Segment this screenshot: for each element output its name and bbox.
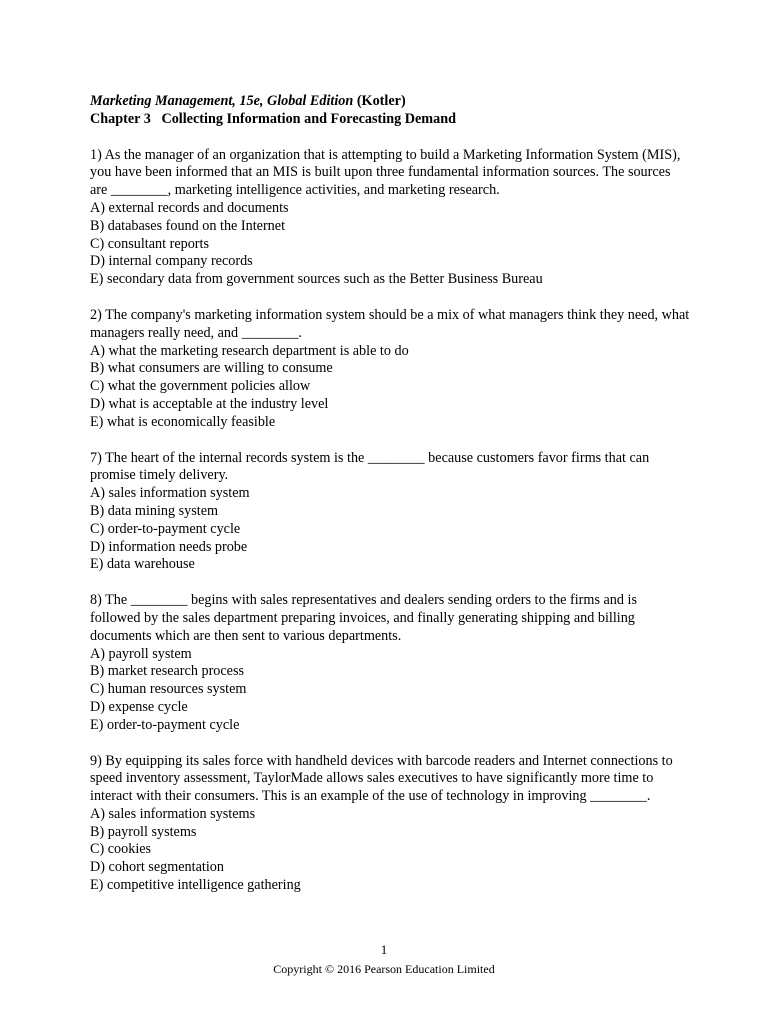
option-b: B) payroll systems xyxy=(90,823,197,840)
chapter-title: Chapter 3 Collecting Information and Forecasting Demand xyxy=(90,110,456,127)
option-e: E) data warehouse xyxy=(90,556,195,573)
question-stem: 8) The ________ begins with sales representatives and dealers sending orders to the firms and is followed by the sales department preparing invoices, and finally generating shipping and billing documents which are then sent to various departments. xyxy=(90,592,638,644)
question-stem: 9) By equipping its sales force with handheld devices with barcode readers and Internet connections to speed inventory assessment, TaylorMade allows sales executives to have significantly more time to interact with their consumers. This is an example of the use of technology in improving ________. xyxy=(90,752,673,805)
option-a: A) what the marketing research department is able to do xyxy=(90,342,409,359)
option-e: E) competitive intelligence gathering xyxy=(90,877,301,894)
book-author: (Kotler) xyxy=(353,93,406,109)
option-b: B) market research process xyxy=(90,663,245,680)
option-b: B) what consumers are willing to consume xyxy=(90,360,333,377)
question-9 xyxy=(90,753,690,895)
question-stem: 1) As the manager of an organization that is attempting to build a Marketing Information System (MIS), you have been informed that an MIS is built upon three fundamental information sources. The sources are ________, marketing intelligence activities, and marketing research. xyxy=(90,146,681,199)
book-title-name: Marketing Management, 15e, Global Edition xyxy=(90,93,354,109)
option-e: E) what is economically feasible xyxy=(90,413,276,430)
option-a: A) payroll system xyxy=(90,645,192,662)
option-e: E) order-to-payment cycle xyxy=(90,716,240,733)
copyright-notice: Copyright © 2016 Pearson Education Limited xyxy=(273,962,495,976)
option-e: E) secondary data from government sources such as the Better Business Bureau xyxy=(90,271,543,288)
page-content xyxy=(90,93,690,913)
question-stem: 2) The company's marketing information system should be a mix of what managers think they need, what managers really need, and ________. xyxy=(90,306,690,341)
option-a: A) sales information system xyxy=(90,485,250,502)
question-7 xyxy=(90,450,690,575)
option-a: A) sales information systems xyxy=(90,805,256,822)
question-8 xyxy=(90,592,690,734)
question-stem: 7) The heart of the internal records system is the ________ because customers favor firms that can promise timely delivery. xyxy=(90,449,650,484)
option-b: B) databases found on the Internet xyxy=(90,217,286,234)
option-c: C) consultant reports xyxy=(90,235,209,252)
option-d: D) cohort segmentation xyxy=(90,859,224,876)
option-b: B) data mining system xyxy=(90,502,219,519)
option-d: D) what is acceptable at the industry level xyxy=(90,395,329,412)
option-d: D) information needs probe xyxy=(90,538,248,555)
option-c: C) order-to-payment cycle xyxy=(90,520,241,537)
book-title xyxy=(90,93,690,111)
option-c: C) what the government policies allow xyxy=(90,378,311,395)
question-2 xyxy=(90,307,690,432)
option-c: C) human resources system xyxy=(90,681,247,698)
option-c: C) cookies xyxy=(90,841,152,858)
page-number: 1 xyxy=(380,942,388,957)
option-a: A) external records and documents xyxy=(90,199,289,216)
question-1 xyxy=(90,147,690,289)
option-d: D) expense cycle xyxy=(90,698,188,715)
option-d: D) internal company records xyxy=(90,253,253,270)
